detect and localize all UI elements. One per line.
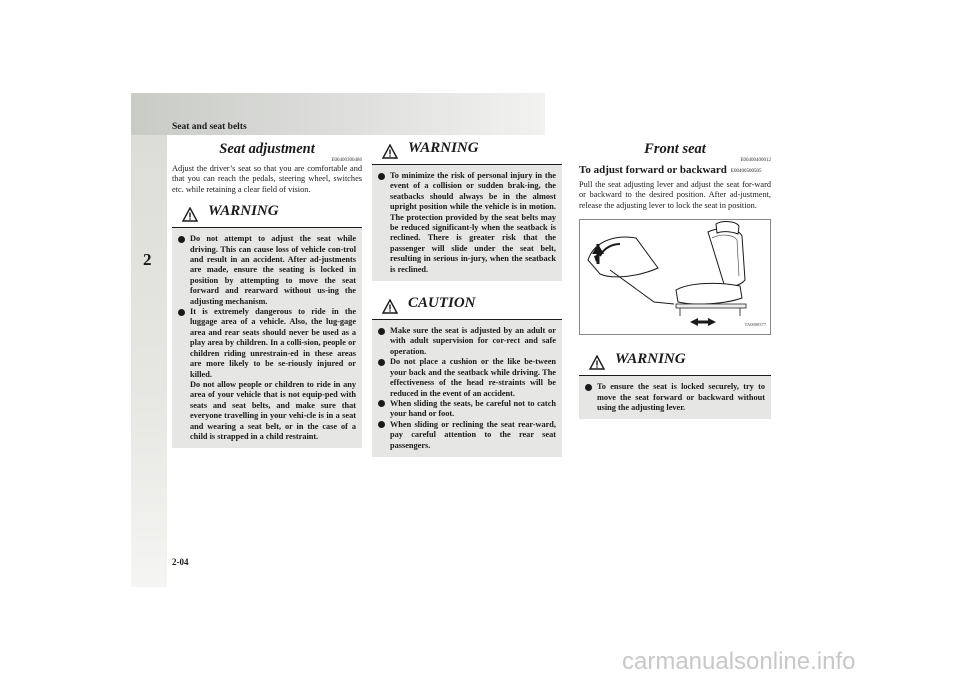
bullet-icon xyxy=(178,236,185,243)
seat-drawing xyxy=(580,220,770,334)
warning-triangle-icon xyxy=(182,207,198,223)
warning-list xyxy=(372,165,562,275)
column-seat-adjustment xyxy=(172,140,362,448)
seat-adjustment-body: Adjust the driver’s seat so that you are comfortable and that you can reach the pedals, steering wheel, switches etc. while retaining a clear field of vision. xyxy=(172,164,362,194)
bullet-icon xyxy=(178,309,185,316)
warning-item-text: To minimize the risk of personal injury in the event of a collision or sudden brak-ing, the seatbacks should always be in the almost upright position while the vehicle is in motion. The protection provided by the seat belts may be reduced significant-ly when the seatback is reclined. There is greater risk that the passenger will slide under the seat belt, resulting in serious in-jury, when the seatback is reclined. xyxy=(390,171,556,274)
warning-triangle-icon xyxy=(382,144,398,160)
bullet-icon xyxy=(378,421,385,428)
caution-item-text: Make sure the seat is adjusted by an adult or with adult supervision for cor-rect and safe operation. xyxy=(390,326,556,356)
warning-list xyxy=(172,228,362,442)
bullet-icon xyxy=(585,384,592,391)
warning-item-text: It is extremely dangerous to ride in the luggage area of a vehicle. Also, the lug-gage area and rear seats should never be used as a play area by children. In a colli-sion, people or children riding unrestrain-ed in these areas are more likely to be se-riously injured or killed. xyxy=(190,307,356,379)
warning-box-front-seat xyxy=(579,351,771,419)
caution-item xyxy=(378,357,556,399)
section-code: E00400400012 xyxy=(740,158,771,163)
column-front-seat xyxy=(579,140,771,419)
subsection-title xyxy=(579,164,771,178)
warning-item xyxy=(378,171,556,275)
side-band xyxy=(131,135,167,587)
warning-item-text: To ensure the seat is locked securely, try to move the seat forward or backward without using the adjusting lever. xyxy=(597,382,765,413)
caution-triangle-icon xyxy=(382,299,398,315)
warning-box-seatback xyxy=(372,140,562,281)
warning-item xyxy=(178,234,356,307)
warning-list xyxy=(579,376,771,413)
caution-item-text: When sliding or reclining the seat rear-ward, pay careful attention to the rear seat passengers. xyxy=(390,419,556,450)
warning-header xyxy=(372,140,562,165)
warning-triangle-icon xyxy=(589,355,605,371)
section-title-front-seat: Front seat xyxy=(644,141,706,157)
subsection-title-text: To adjust forward or backward xyxy=(579,164,727,176)
warning-header xyxy=(172,203,362,228)
bullet-icon xyxy=(378,173,385,180)
front-seat-body: Pull the seat adjusting lever and adjust the seat for-ward or backward to the desired position. After ad-justment, release the adjusting lever to lock the seat in position. xyxy=(579,180,771,210)
caution-label: CAUTION xyxy=(408,295,476,312)
figure-code: TA0008377 xyxy=(744,321,766,327)
warning-box-seat-adjustment xyxy=(172,203,362,448)
chapter-tab: 2 xyxy=(143,250,152,269)
watermark: carmanualsonline.info xyxy=(622,648,856,675)
warning-item-text: Do not attempt to adjust the seat while driving. This can cause loss of vehicle con-trol and result in an accident. After ad-justments are made, ensure the seating is locked in position by attempting to move the seat forward and rearward without us-ing the adjusting mechanism. xyxy=(190,234,356,306)
caution-item xyxy=(378,326,556,357)
running-header: Seat and seat belts xyxy=(172,122,247,132)
caution-item-text: Do not place a cushion or the like be-tween your back and the seatback while driving. The effectiveness of the head re-straints will be reduced in the event of an accident. xyxy=(390,357,556,398)
bullet-icon xyxy=(378,328,385,335)
caution-header xyxy=(372,295,562,320)
column-middle xyxy=(372,140,562,457)
seat-illustration xyxy=(579,219,771,335)
section-code: E00400300486 xyxy=(331,158,362,163)
caution-item xyxy=(378,420,556,451)
warning-extra-text: Do not allow people or children to ride in any area of your vehicle that is not equip-ped with seats and seat belts, and make sure that everyone travelling in your vehi-cle is in a seat and wearing a seat belt, or in the case of a child is strapped in a child restraint. xyxy=(190,379,356,441)
caution-item xyxy=(378,399,556,420)
caution-list xyxy=(372,320,562,451)
warning-label: WARNING xyxy=(615,351,686,368)
warning-item xyxy=(585,382,765,413)
bullet-icon xyxy=(378,400,385,407)
warning-item xyxy=(178,307,356,442)
section-title-seat-adjustment: Seat adjustment xyxy=(219,141,315,157)
warning-header xyxy=(579,351,771,376)
caution-box xyxy=(372,295,562,457)
bullet-icon xyxy=(378,359,385,366)
page-number: 2-04 xyxy=(172,557,189,567)
warning-label: WARNING xyxy=(408,140,479,156)
caution-item-text: When sliding the seats, be careful not to catch your hand or foot. xyxy=(390,398,556,419)
subsection-code: E00400500505 xyxy=(730,169,762,174)
warning-label: WARNING xyxy=(208,203,279,220)
